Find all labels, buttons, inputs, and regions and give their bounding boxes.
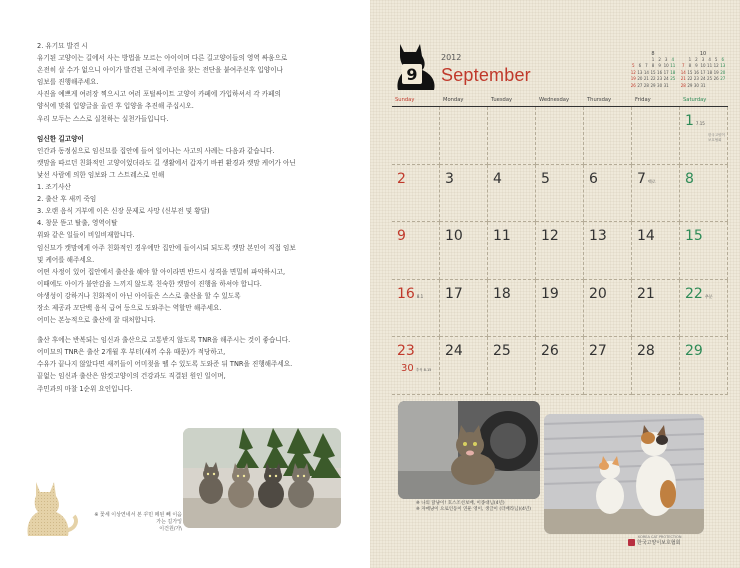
mini-calendar-day: 12 <box>713 63 719 69</box>
mini-calendar-day: 27 <box>637 82 643 88</box>
calendar-day-cell <box>440 337 488 395</box>
day-number: 11 <box>493 228 511 245</box>
calendar-day-cell <box>488 280 536 338</box>
text-line: 4. 창문 뜯고 탈출, 영역이탈 <box>37 219 118 228</box>
calendar-day-cell <box>632 165 680 223</box>
mini-calendar-day: 2 <box>658 57 661 62</box>
mini-calendar-day: 29 <box>687 82 693 88</box>
mini-calendar-row <box>680 83 726 89</box>
day-number: 28 <box>637 343 655 360</box>
mini-calendar-day: 16 <box>693 69 699 75</box>
day-number: 18 <box>493 285 511 302</box>
weekday-wednesday: Wednesday <box>539 97 570 103</box>
day-number: 27 <box>589 343 607 360</box>
mini-calendar-day <box>713 83 720 89</box>
weekday-sunday: Sunday <box>395 97 415 103</box>
day-number: 16 8.1 <box>397 285 424 302</box>
mini-calendar-day: 24 <box>700 76 706 82</box>
day-number: 22 추분 <box>685 285 713 302</box>
mini-calendar-day: 11 <box>707 63 713 69</box>
photo-caption <box>90 512 182 533</box>
text-line: 2. 출산 후 새끼 죽임 <box>37 195 97 204</box>
calendar-day-cell <box>632 222 680 280</box>
mini-calendar-day: 7 <box>682 63 685 69</box>
mini-calendar-month: 8 <box>651 51 655 57</box>
mini-calendar-month: 10 <box>699 51 707 57</box>
day-number: 4 <box>493 170 502 187</box>
mini-calendar-day: 19 <box>630 76 636 82</box>
mini-calendar-day: 17 <box>663 69 669 75</box>
mini-calendar-day: 21 <box>680 76 686 82</box>
text-line: 수유가 끝나지 않았다면 새끼들이 어미젖을 뗄 수 있도록 도와준 뒤 TNR을 진행해주세요. <box>37 360 293 369</box>
day-note: 추석 8.15 <box>415 368 432 373</box>
organization <box>628 535 681 546</box>
mini-calendar-day: 29 <box>650 82 656 88</box>
mini-calendars <box>630 51 728 91</box>
mini-calendar-day: 1 <box>688 57 692 62</box>
text-line: 야생성이 강하거나 친화적이 아닌 아이들은 스스로 출산을 할 수 있도록 <box>37 291 241 300</box>
weekday-header <box>392 96 728 105</box>
day-number: 26 <box>541 343 559 360</box>
mini-calendar-day: 7 <box>645 63 648 69</box>
day-number: 24 <box>445 343 463 360</box>
text-line: 및 케어를 해주세요. <box>37 255 95 264</box>
day-number: 9 <box>397 228 406 245</box>
calendar-day-cell <box>632 337 680 395</box>
text-line: 사진을 예쁘게 여러장 찍으시고 여러 포털싸이트 고양이 카페에 가입하셔서 각 카페의 <box>37 90 281 99</box>
mini-calendar-day: 26 <box>630 82 636 88</box>
day-number-secondary: 30 추석 8.15 <box>401 363 432 375</box>
calendar-day-cell <box>536 107 584 165</box>
day-number: 1 7.15 <box>685 113 705 129</box>
mini-calendar-day: 31 <box>700 82 706 88</box>
paragraph-gap <box>37 326 355 334</box>
text-line: 온전히 살 수가 없으니 아이가 발견된 근처에 주인을 찾는 전단을 붙여주신후 입양이나 <box>37 66 283 75</box>
two-cats-image <box>544 414 704 534</box>
weekday-tuesday: Tuesday <box>491 97 513 103</box>
day-number: 25 <box>493 343 511 360</box>
calendar-day-cell <box>680 165 728 223</box>
text-line: 출산 후에는 반복되는 임신과 출산으로 고통받지 않도록 TNR을 해주시는 것이 좋습니다. <box>37 336 291 345</box>
mini-calendar-day: 13 <box>637 69 643 75</box>
mini-calendar-day: 4 <box>671 57 675 62</box>
mini-calendar-day: 28 <box>680 82 686 88</box>
mini-calendar-day: 23 <box>693 76 699 82</box>
day-number: 15 <box>685 228 703 245</box>
mini-calendar-day: 17 <box>700 69 706 75</box>
calendar-day-cell <box>680 107 728 165</box>
mini-calendar-day: 22 <box>650 76 656 82</box>
calendar-day-cell <box>536 222 584 280</box>
paragraph-gap <box>37 125 355 133</box>
mini-calendar-day: 27 <box>720 76 726 82</box>
mini-calendar-day: 30 <box>693 82 699 88</box>
calendar-day-cell <box>392 107 440 165</box>
text-line: 3. 오랜 음식 거부에 이은 신장 문제로 사망 (신부전 및 황달) <box>37 207 210 216</box>
mini-calendar-day: 12 <box>630 69 636 75</box>
calendar-day-cell <box>440 165 488 223</box>
day-number: 21 <box>637 285 655 302</box>
mini-calendar-day: 30 <box>657 82 663 88</box>
mini-calendar-day: 28 <box>643 82 649 88</box>
photo-two-cats <box>544 414 704 534</box>
mini-calendar-day: 25 <box>707 76 713 82</box>
calendar-day-cell <box>392 165 440 223</box>
mini-calendar-day <box>706 83 713 89</box>
photo-captions <box>416 501 531 513</box>
text-line: 임보를 진행해주세요. <box>37 78 99 87</box>
mini-calendar-day: 11 <box>670 63 676 69</box>
calendar-day-cell <box>584 165 632 223</box>
text-line: 인간과 동정심으로 임신묘를 집안에 들여 일어나는 사고의 사례는 다음과 같습니다. <box>37 146 275 155</box>
calendar-month: September <box>441 65 531 85</box>
calendar-grid <box>392 106 728 395</box>
text-line: 낯선 사람에 의한 임보와 그 스트레스로 인해 <box>37 170 165 179</box>
calendar-day-cell <box>488 222 536 280</box>
mini-calendar-day: 6 <box>638 63 642 69</box>
text-line: 어미묘의 TNR은 출산 2개월 후 부터(새끼 수유 때문)가 적당하고, <box>37 348 226 357</box>
mini-calendar-day: 23 <box>657 76 663 82</box>
mini-calendar-day: 5 <box>632 63 635 69</box>
mini-calendar-day: 16 <box>657 69 663 75</box>
mini-calendar-day: 19 <box>713 69 719 75</box>
mini-calendar-day: 5 <box>714 57 718 62</box>
cat-silhouette-icon <box>14 474 84 544</box>
text-line: 캣맘을 따르던 친화적인 고양이었더라도 길 생활에서 갑자기 바뀐 환경과 캣맘 케어가 아닌 <box>37 158 296 167</box>
calendar-day-cell <box>488 337 536 395</box>
text-line: 유기된 고양이는 길에서 사는 방법을 모르는 아이이며 다른 길고양이들의 영역 싸움으로 <box>37 54 288 63</box>
photo-tabby-cat <box>398 401 540 499</box>
cat-month-icon <box>392 40 438 92</box>
day-note: 7.15 <box>695 121 705 126</box>
day-number: 20 <box>589 285 607 302</box>
mini-calendar-day: 9 <box>658 63 661 69</box>
day-number: 10 <box>445 228 463 245</box>
mini-calendar-day: 20 <box>637 76 643 82</box>
text-line: 끝없는 임신과 출산은 암컷고양이의 건강과도 직결된 원인 일이며, <box>37 372 226 381</box>
mini-calendar-day: 15 <box>687 69 693 75</box>
mini-calendar-day: 3 <box>664 57 668 62</box>
calendar-year: 2012 <box>441 53 462 62</box>
weekday-thursday: Thursday <box>587 97 612 103</box>
calendar-day-cell <box>488 107 536 165</box>
day-number: 13 <box>589 228 607 245</box>
calendar-day-cell <box>584 280 632 338</box>
mini-calendar-day: 4 <box>708 57 711 62</box>
weekday-friday: Friday <box>635 97 651 103</box>
day-number: 7 백로 <box>637 170 656 187</box>
mini-calendar-prev <box>630 51 676 89</box>
kittens-image <box>183 428 341 528</box>
mini-calendar-row <box>630 83 676 89</box>
day-number: 14 <box>637 228 655 245</box>
text-line: 임신묘가 캣맘에게 아주 친화적인 경우에만 집안에 들이시되 되도록 캣맘 본인이 직접 임보 <box>37 243 296 252</box>
day-note: 추분 <box>704 293 713 299</box>
mini-calendar-day: 22 <box>687 76 693 82</box>
day-number: 6 <box>589 170 598 187</box>
text-line: 위와 같은 일들이 비일비재합니다. <box>37 231 135 240</box>
calendar-day-cell <box>488 165 536 223</box>
mini-calendar-day: 31 <box>663 82 669 88</box>
day-number: 3 <box>445 170 454 187</box>
text-line: 이때에도 아이가 불안감을 느끼지 않도록 친숙한 캣맘이 진행을 하셔야 합니다. <box>37 279 262 288</box>
day-number: 17 <box>445 285 463 302</box>
calendar-day-cell <box>680 337 728 395</box>
photo-caption-line: ※ 꽃세 이상연네서 본 꾸민 떼된 빼 이음 가는 길가잉 <box>94 512 182 525</box>
mini-calendar-day: 21 <box>643 76 649 82</box>
mini-calendar-day: 20 <box>720 69 726 75</box>
weekday-saturday: Saturday <box>683 97 707 103</box>
calendar-day-cell <box>440 107 488 165</box>
mini-calendar-day <box>719 83 726 89</box>
text-line: 2. 유기묘 발견 시 <box>37 42 88 50</box>
text-line: 주민과의 마찰 1순위 요인입니다. <box>37 384 133 393</box>
mini-calendar-day: 8 <box>688 63 692 69</box>
mini-calendar-day <box>669 83 676 89</box>
caption-line: ※ 나의 닭냥이! 호스조선보배, 이종대님(4년) <box>416 501 505 506</box>
calendar-day-cell <box>632 107 680 165</box>
day-number: 29 <box>685 343 703 360</box>
text-line: 장소 제공과 꼬단백 음식 급여 등으로 도와주는 역할만 해주세요. <box>37 303 222 312</box>
text-line: 어떤 사정이 있어 집안에서 출산을 해야 할 아이라면 반드시 성격을 면밀히 파악하시고, <box>37 267 286 276</box>
mini-calendar-day: 10 <box>663 63 669 69</box>
day-number: 8 <box>685 170 694 187</box>
mini-calendar-day: 25 <box>670 76 676 82</box>
section-heading: 임신한 길고양이 <box>37 134 84 143</box>
text-line: 1. 조기사산 <box>37 183 71 192</box>
month-number: 9 <box>406 65 418 84</box>
mini-calendar-next <box>680 51 726 89</box>
calendar-day-cell <box>536 165 584 223</box>
mini-calendar-day: 13 <box>720 63 726 69</box>
mini-calendar-day: 18 <box>707 69 713 75</box>
mini-calendar-day: 1 <box>651 57 655 62</box>
day-note: 8.1 <box>416 293 424 299</box>
day-extra-note: 한국고양이보호협회 <box>708 133 725 142</box>
text-line: 양식에 맞춰 입양글을 올린 후 입양을 추진해 주십시오. <box>37 102 194 111</box>
day-number: 5 <box>541 170 550 187</box>
mini-calendar-day: 24 <box>663 76 669 82</box>
calendar-day-cell <box>632 280 680 338</box>
calendar-day-cell <box>584 107 632 165</box>
article-text <box>37 40 355 395</box>
calendar-day-cell <box>392 222 440 280</box>
calendar-day-cell <box>584 337 632 395</box>
mini-calendar-day: 10 <box>700 63 706 69</box>
mini-calendar-day: 6 <box>721 57 725 62</box>
calendar-day-cell <box>392 337 440 395</box>
organization-logo-icon <box>628 539 635 546</box>
day-number: 12 <box>541 228 559 245</box>
mini-calendar-day: 2 <box>695 57 698 62</box>
calendar-day-cell <box>584 222 632 280</box>
organization-tag: KOREA CAT PROTECTION <box>638 535 682 539</box>
day-number: 2 <box>397 170 406 187</box>
mini-calendar-day: 26 <box>713 76 719 82</box>
calendar-day-cell <box>536 337 584 395</box>
photo-kittens <box>183 428 341 528</box>
calendar-day-cell <box>440 222 488 280</box>
day-number: 23 <box>397 343 415 360</box>
mini-calendar-day: 9 <box>695 63 698 69</box>
photo-caption-line: 이건원/가\ <box>159 526 182 532</box>
mini-calendar-day: 18 <box>670 69 676 75</box>
organization-name: 한국고양이보호협회 <box>637 540 681 546</box>
calendar-day-cell <box>392 280 440 338</box>
calendar-day-cell <box>680 222 728 280</box>
calendar-day-cell <box>680 280 728 338</box>
mini-calendar-day: 3 <box>701 57 705 62</box>
day-number: 19 <box>541 285 559 302</box>
caption-line: ※ 자매냥이 으로인동이 연둔 영이, 생글이 (더배라님)(4년) <box>416 507 531 513</box>
calendar-day-cell <box>536 280 584 338</box>
calendar-day-cell <box>440 280 488 338</box>
text-line: 어미는 본능적으로 출산에 잘 대처합니다. <box>37 316 156 325</box>
text-line: 우리 모두는 스스로 실천하는 실천가들입니다. <box>37 114 169 123</box>
mini-calendar-day: 14 <box>643 69 649 75</box>
mini-calendar-day: 14 <box>680 69 686 75</box>
mini-calendar-day: 15 <box>650 69 656 75</box>
weekday-monday: Monday <box>443 97 464 103</box>
day-note: 백로 <box>647 178 656 184</box>
mini-calendar-day: 8 <box>651 63 655 69</box>
tabby-cat-image <box>398 401 540 499</box>
